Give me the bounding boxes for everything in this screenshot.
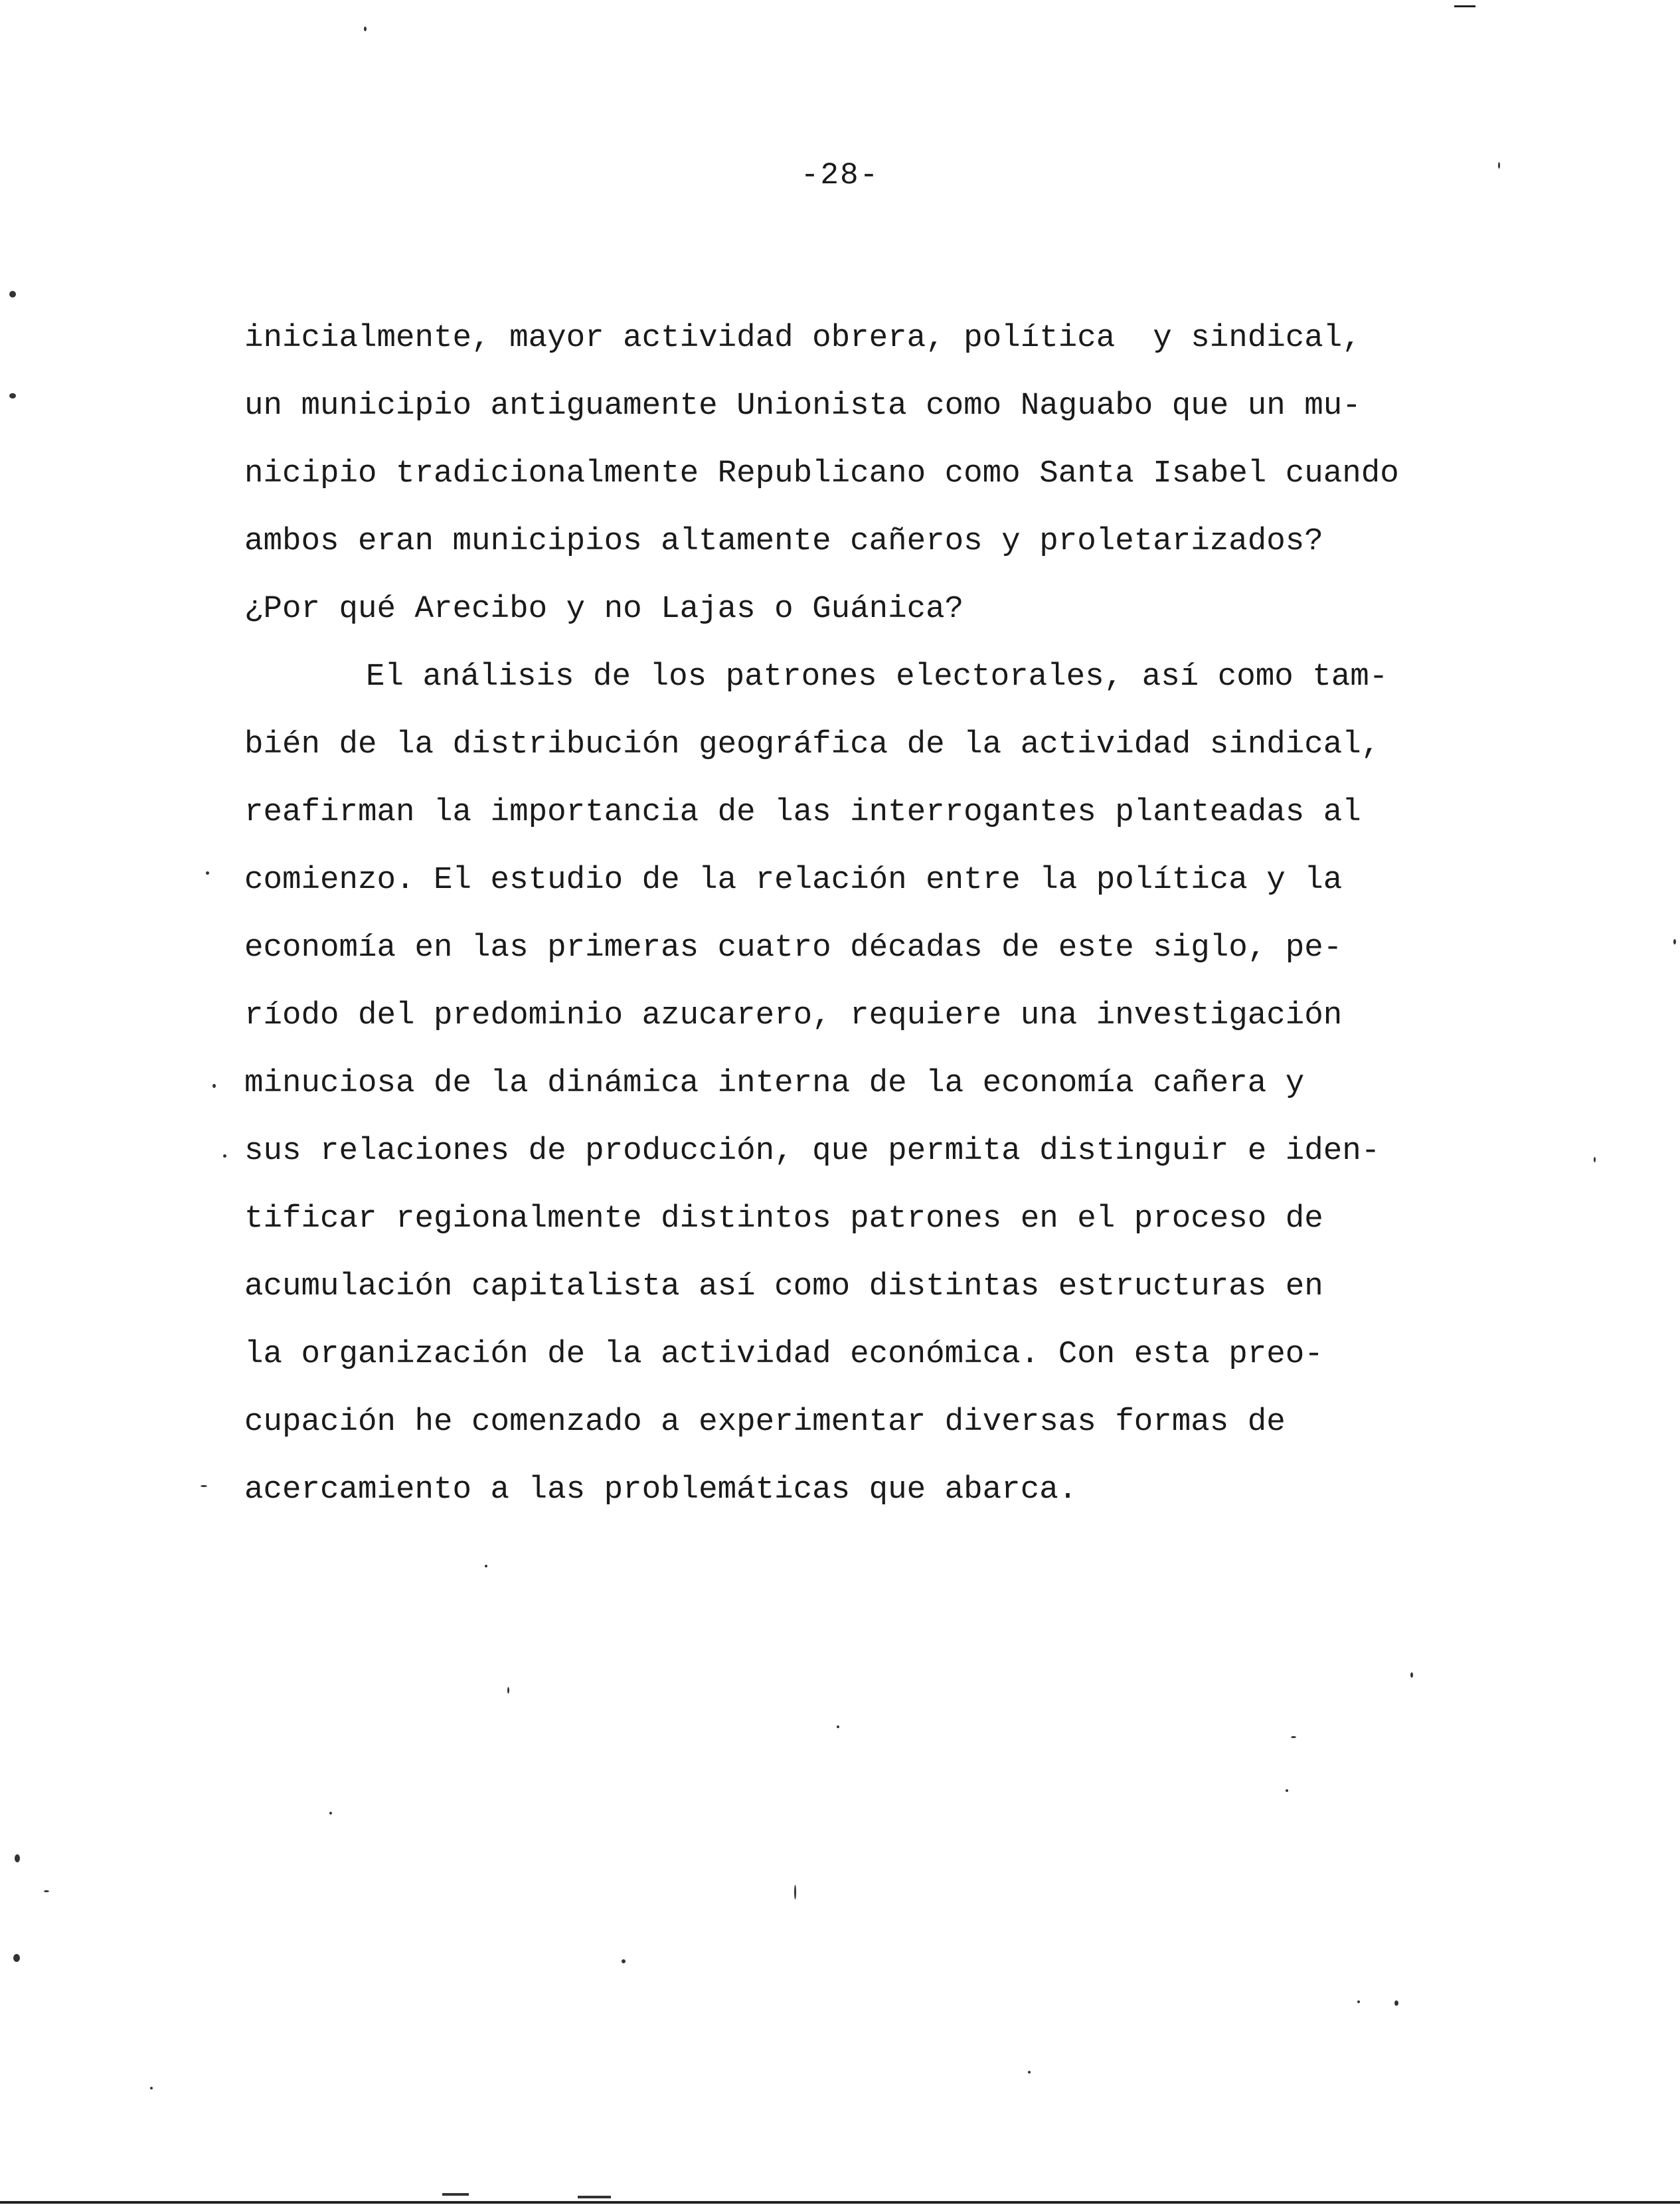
paragraph-first-line: El análisis de los patrones electorales, así como tam-	[366, 659, 1388, 695]
scan-speck	[1357, 2000, 1360, 2003]
scan-artifact-bottom-edge	[0, 2201, 1680, 2204]
scan-speck	[1291, 1736, 1296, 1738]
scan-speck	[329, 1812, 332, 1814]
text-line: economía en las primeras cuatro décadas de este siglo, pe-	[244, 930, 1343, 966]
body-text	[244, 304, 1506, 1524]
scan-speck	[1410, 1672, 1413, 1678]
scan-speck	[150, 2087, 153, 2089]
text-line: tificar regionalmente distintos patrones en el proceso de	[244, 1201, 1323, 1237]
scan-speck	[1594, 1157, 1596, 1162]
text-line: bién de la distribución geográfica de la actividad sindical,	[244, 727, 1381, 762]
scan-speck	[206, 871, 209, 875]
text-line: acercamiento a las problemáticas que abarca.	[244, 1472, 1078, 1508]
text-line: un municipio antiguamente Unionista como Naguabo que un mu-	[244, 388, 1361, 424]
text-line: sus relaciones de producción, que permita distinguir e iden-	[244, 1133, 1381, 1169]
scan-speck	[9, 291, 16, 298]
scan-speck	[15, 1854, 20, 1862]
scan-speck	[1286, 1789, 1288, 1792]
scan-speck	[507, 1687, 509, 1694]
scan-speck	[1498, 162, 1500, 169]
text-line: comienzo. El estudio de la relación entre la política y la	[244, 862, 1343, 898]
text-line: la organización de la actividad económica. Con esta preo-	[244, 1336, 1323, 1372]
text-line: ríodo del predominio azucarero, requiere una investigación	[244, 998, 1343, 1033]
scan-speck	[201, 1485, 207, 1487]
scan-speck	[1028, 2071, 1031, 2074]
scan-speck	[44, 1890, 49, 1892]
scan-speck	[837, 1725, 839, 1728]
scan-speck	[442, 2193, 469, 2196]
scan-speck	[1394, 2000, 1398, 2006]
scan-artifact-top-mark	[1454, 5, 1475, 7]
text-line: ambos eran municipios altamente cañeros y proletarizados?	[244, 523, 1323, 559]
scan-speck	[223, 1154, 226, 1158]
scan-speck	[578, 2196, 611, 2198]
scan-speck	[794, 1885, 796, 1900]
text-line: acumulación capitalista así como distintas estructuras en	[244, 1269, 1323, 1304]
text-line: cupación he comenzado a experimentar diversas formas de	[244, 1404, 1286, 1440]
text-line: minuciosa de la dinámica interna de la economía cañera y	[244, 1065, 1305, 1101]
text-line: reafirman la importancia de las interrogantes planteadas al	[244, 794, 1361, 830]
text-line: ¿Por qué Arecibo y no Lajas o Guánica?	[244, 591, 964, 627]
scan-speck	[212, 1084, 216, 1088]
scan-speck	[364, 27, 367, 31]
scan-speck	[1673, 939, 1676, 944]
text-line: inicialmente, mayor actividad obrera, política y sindical,	[244, 320, 1361, 356]
scan-speck	[622, 1959, 626, 1963]
scan-speck	[9, 393, 16, 398]
text-line: nicipio tradicionalmente Republicano como Santa Isabel cuando	[244, 456, 1399, 491]
page-number: -28-	[800, 158, 880, 193]
scan-speck	[13, 1954, 20, 1962]
scan-speck	[485, 1565, 487, 1567]
